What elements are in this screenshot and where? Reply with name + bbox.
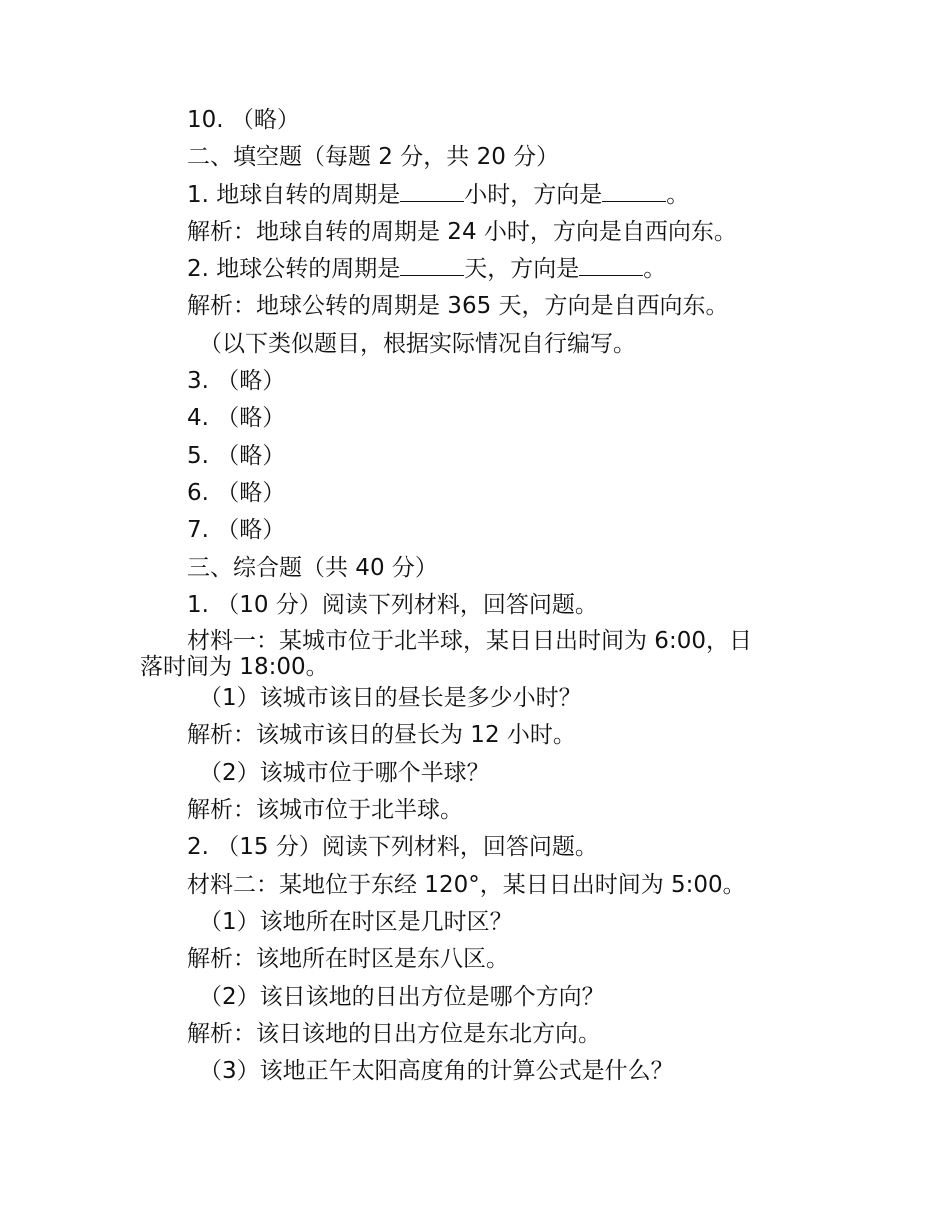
document-body bbox=[140, 102, 827, 1090]
sub-answer-1-2: 解析：该城市位于北半球。 bbox=[187, 797, 463, 824]
fill-answer-1: 解析：地球自转的周期是 24 小时，方向是自西向东。 bbox=[187, 218, 737, 245]
fill-question-2-text-c: 。 bbox=[643, 256, 667, 283]
fill-question-2-text-a: 2. 地球公转的周期是 bbox=[187, 256, 401, 283]
sub-question-2-2: （2）该日该地的日出方位是哪个方向？ bbox=[199, 983, 605, 1010]
question-4-line: 4. （略） bbox=[187, 405, 286, 432]
question-3-line: 3. （略） bbox=[187, 368, 286, 395]
sub-answer-2-1: 解析：该地所在时区是东八区。 bbox=[187, 946, 509, 973]
note-line: （以下类似题目，根据实际情况自行编写。 bbox=[199, 330, 636, 357]
fill-question-1 bbox=[187, 177, 827, 214]
section-2-heading: 二、填空题（每题 2 分，共 20 分） bbox=[187, 144, 560, 171]
composite-question-1: 1. （10 分）阅读下列材料，回答问题。 bbox=[187, 591, 598, 618]
fill-question-1-text-a: 1. 地球自转的周期是 bbox=[187, 181, 401, 208]
question-10-line: 10. （略） bbox=[187, 107, 300, 133]
sub-answer-1-1: 解析：该城市该日的昼长为 12 小时。 bbox=[187, 722, 576, 749]
fill-blank bbox=[602, 183, 666, 202]
fill-blank bbox=[400, 183, 464, 202]
sub-question-1-1: （1）该城市该日的昼长是多少小时？ bbox=[199, 685, 582, 712]
fill-answer-2: 解析：地球公转的周期是 365 天，方向是自西向东。 bbox=[187, 293, 729, 320]
question-7-line: 7. （略） bbox=[187, 517, 286, 544]
sub-answer-2-2: 解析：该日该地的日出方位是东北方向。 bbox=[187, 1020, 601, 1047]
question-5-line: 5. （略） bbox=[187, 442, 286, 469]
section-3-heading: 三、综合题（共 40 分） bbox=[187, 554, 438, 581]
material-1-paragraph bbox=[140, 624, 827, 681]
fill-blank bbox=[400, 257, 464, 276]
composite-question-2: 2. （15 分）阅读下列材料，回答问题。 bbox=[187, 834, 598, 861]
sub-question-2-1: （1）该地所在时区是几时区？ bbox=[199, 908, 513, 935]
fill-question-1-text-c: 。 bbox=[666, 181, 690, 208]
fill-blank bbox=[579, 257, 643, 276]
material-2-line: 材料二：某地位于东经 120°，某日日出时间为 5:00。 bbox=[187, 871, 746, 898]
fill-question-2-text-b: 天，方向是 bbox=[464, 256, 580, 283]
fill-question-2 bbox=[187, 251, 827, 288]
fill-question-1-text-b: 小时，方向是 bbox=[464, 181, 603, 208]
sub-question-2-3: （3）该地正午太阳高度角的计算公式是什么？ bbox=[199, 1058, 674, 1085]
material-1-line-2: 落时间为 18:00。 bbox=[140, 654, 329, 681]
sub-question-1-2: （2）该城市位于哪个半球？ bbox=[199, 759, 490, 786]
question-6-line: 6. （略） bbox=[187, 479, 286, 506]
material-1-line-1: 材料一：某城市位于北半球，某日日出时间为 6:00，日 bbox=[187, 628, 752, 655]
